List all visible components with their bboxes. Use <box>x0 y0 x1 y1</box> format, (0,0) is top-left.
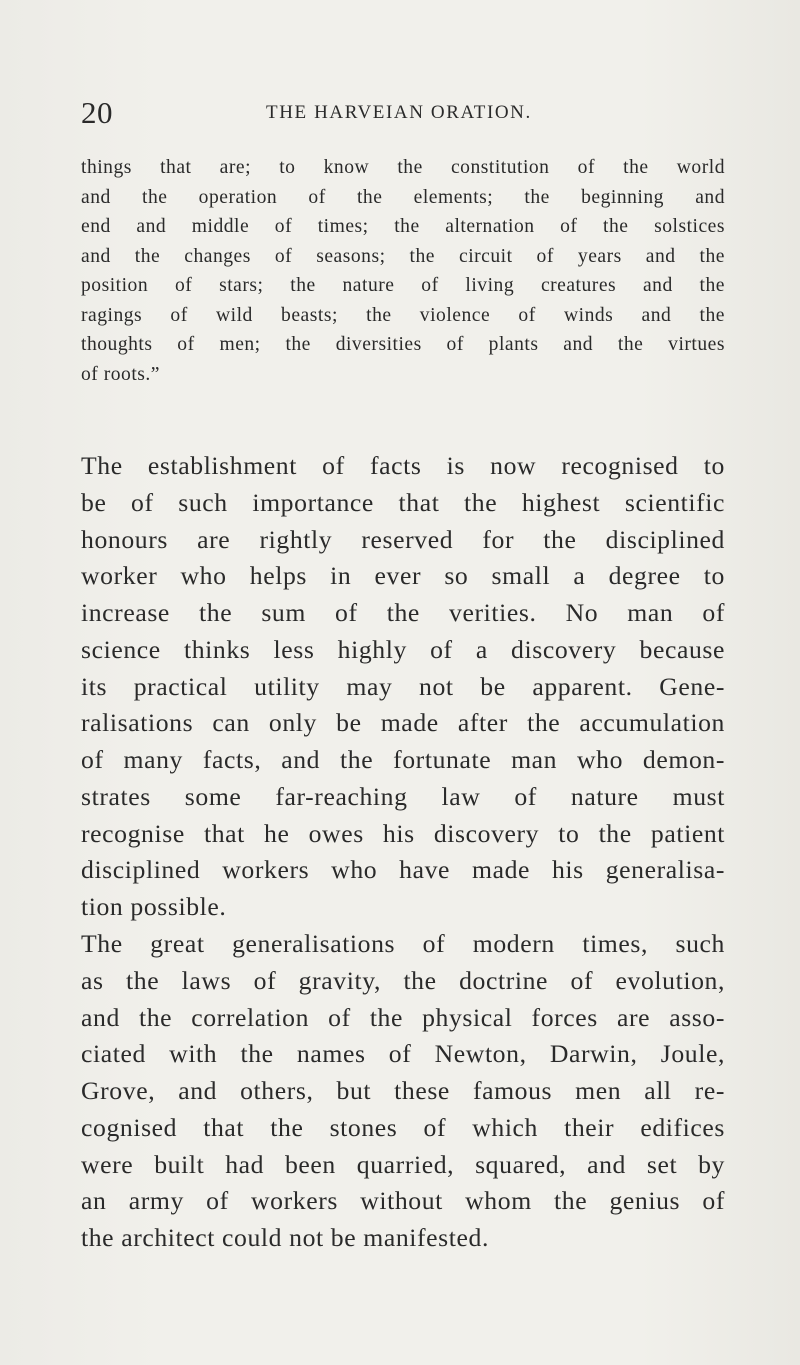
text-line: science thinks less highly of a discovery because <box>81 634 725 664</box>
text-line: of many facts, and the fortunate man who demon- <box>81 745 725 774</box>
text-line: an army of workers without whom the genius of <box>81 1186 725 1216</box>
text-line: Grove, and others, but these famous men all re- <box>81 1076 725 1105</box>
quotation-paragraph <box>81 153 725 389</box>
text-line: be of such importance that the highest scientific <box>81 487 725 517</box>
text-line: of roots.” <box>81 363 161 385</box>
text-line: increase the sum of the verities. No man of <box>81 598 725 627</box>
text-line: The establishment of facts is now recognised to <box>81 451 725 480</box>
body-paragraph-1 <box>81 448 725 926</box>
text-line: disciplined workers who have made his generalisa- <box>81 855 725 885</box>
text-line: tion possible. <box>81 892 227 921</box>
text-line: strates some far-reaching law of nature must <box>81 781 725 811</box>
text-line: and the correlation of the physical forces are asso- <box>81 1002 725 1032</box>
text-line: The great generalisations of modern times, such <box>81 929 725 958</box>
text-line: as the laws of gravity, the doctrine of evolution, <box>81 965 725 995</box>
text-line: end and middle of times; the alternation of the solstices <box>81 216 725 237</box>
body-paragraph-2 <box>81 926 725 1257</box>
page-number: 20 <box>81 95 113 130</box>
text-line: the architect could not be manifested. <box>81 1223 489 1252</box>
text-line: ragings of wild beasts; the violence of winds and the <box>81 304 725 326</box>
text-line: position of stars; the nature of living creatures and the <box>81 275 725 296</box>
text-line: and the operation of the elements; the beginning and <box>81 186 725 208</box>
text-line: were built had been quarried, squared, and set by <box>81 1149 725 1179</box>
text-line: worker who helps in ever so small a degree to <box>81 561 725 591</box>
text-line: and the changes of seasons; the circuit of years and the <box>81 245 725 267</box>
text-line: things that are; to know the constitution of the world <box>81 157 725 178</box>
text-line: ralisations can only be made after the accumulation <box>81 708 725 738</box>
text-line: honours are rightly reserved for the disciplined <box>81 524 725 554</box>
text-line: recognise that he owes his discovery to the patient <box>81 818 725 848</box>
text-line: ciated with the names of Newton, Darwin, Joule, <box>81 1039 725 1069</box>
page-header <box>81 93 721 133</box>
text-line: its practical utility may not be apparent. Gene- <box>81 671 725 701</box>
running-head: THE HARVEIAN ORATION. <box>266 102 532 123</box>
text-line: cognised that the stones of which their edifices <box>81 1112 725 1142</box>
text-line: thoughts of men; the diversities of plants and the virtues <box>81 334 725 355</box>
